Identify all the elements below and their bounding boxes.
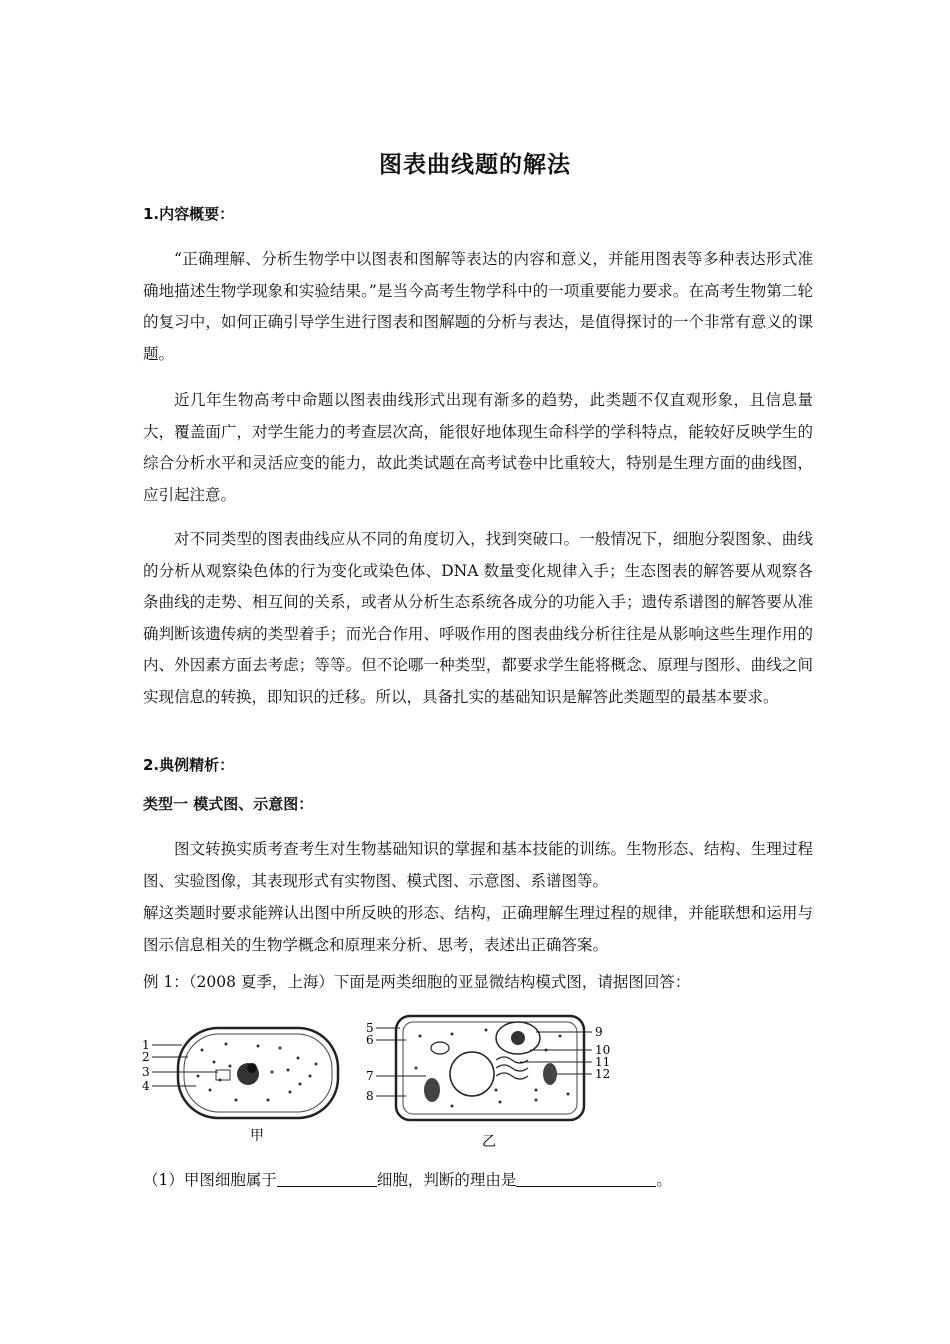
label-7: 7 — [366, 1069, 374, 1083]
label-9: 9 — [595, 1025, 603, 1039]
answer-blank-2[interactable] — [516, 1171, 656, 1188]
caption-jia: 甲 — [250, 1128, 264, 1144]
section-heading-examples: 2.典例精析： — [143, 756, 235, 774]
type1-heading: 类型一 模式图、示意图： — [143, 795, 314, 813]
label-12: 12 — [595, 1067, 611, 1081]
label-10: 10 — [595, 1043, 611, 1057]
paragraph-4: 图文转换实质考查考生对生物基础知识的掌握和基本技能的训练。生物形态、结构、生理过程图、实验图像，其表现形式有实物图、模式图、示意图、系谱图等。 — [143, 840, 813, 890]
label-8: 8 — [366, 1089, 374, 1103]
cell-jia — [142, 1028, 338, 1144]
question-1-text-c: 。 — [656, 1171, 672, 1189]
paragraph-2: 近几年生物高考中命题以图表曲线形式出现有渐多的趋势，此类题不仅直观形象，且信息量大，覆盖面广，对学生能力的考查层次高，能很好地体现生命科学的学科特点，能较好反映学生的综合分析水平和灵活应变的能力，故此类试题在高考试卷中比重较大，特别是生理方面的曲线图，应引起注意。 — [143, 391, 813, 504]
cell-structure-figure — [140, 1010, 660, 1158]
cell-yi — [366, 1016, 610, 1150]
caption-yi: 乙 — [482, 1134, 496, 1150]
label-11: 11 — [595, 1055, 611, 1069]
page-title: 图表曲线题的解法 — [379, 151, 571, 178]
example-1-prompt: 例 1：（2008 夏季，上海）下面是两类细胞的亚显微结构模式图，请据图回答： — [143, 973, 691, 991]
answer-blank-1[interactable] — [277, 1171, 377, 1188]
section-heading-summary: 1.内容概要： — [143, 205, 235, 223]
question-1-text-a: （1）甲图细胞属于 — [143, 1171, 277, 1189]
label-4: 4 — [142, 1079, 150, 1093]
question-1-text-b: 细胞，判断的理由是 — [376, 1171, 517, 1189]
paragraph-5: 解这类题时要求能辨认出图中所反映的形态、结构，正确理解生理过程的规律，并能联想和运用与图示信息相关的生物学概念和原理来分析、思考，表述出正确答案。 — [143, 904, 813, 954]
label-3: 3 — [142, 1065, 150, 1079]
label-6: 6 — [366, 1033, 374, 1047]
paragraph-1: “正确理解、分析生物学中以图表和图解等表达的内容和意义，并能用图表等多种表达形式准确地描述生物学现象和实验结果。”是当今高考生物学科中的一项重要能力要求。在高考生物第二轮的复习中，如何正确引导学生进行图表和图解题的分析与表达，是值得探讨的一个非常有意义的课题。 — [143, 250, 813, 363]
label-2: 2 — [142, 1050, 150, 1064]
question-1 — [143, 1168, 672, 1190]
label-5: 5 — [366, 1021, 374, 1035]
paragraph-3: 对不同类型的图表曲线应从不同的角度切入，找到突破口。一般情况下，细胞分裂图象、曲线的分析从观察染色体的行为变化或染色体、DNA 数量变化规律入手；生态图表的解答要从观察各条曲线的走势、相互间的关系，或者从分析生态系统各成分的功能入手；遗传系谱图的解答要从准确判断该遗传病的类型着手；而光合作用、呼吸作用的图表曲线分析往往是从影响这些生理作用的内、外因素方面去考虑；等等。但不论哪一种类型，都要求学生能将概念、原理与图形、曲线之间实现信息的转换，即知识的迁移。所以，具备扎实的基础知识是解答此类题型的最基本要求。 — [143, 530, 813, 706]
label-1: 1 — [142, 1038, 150, 1052]
